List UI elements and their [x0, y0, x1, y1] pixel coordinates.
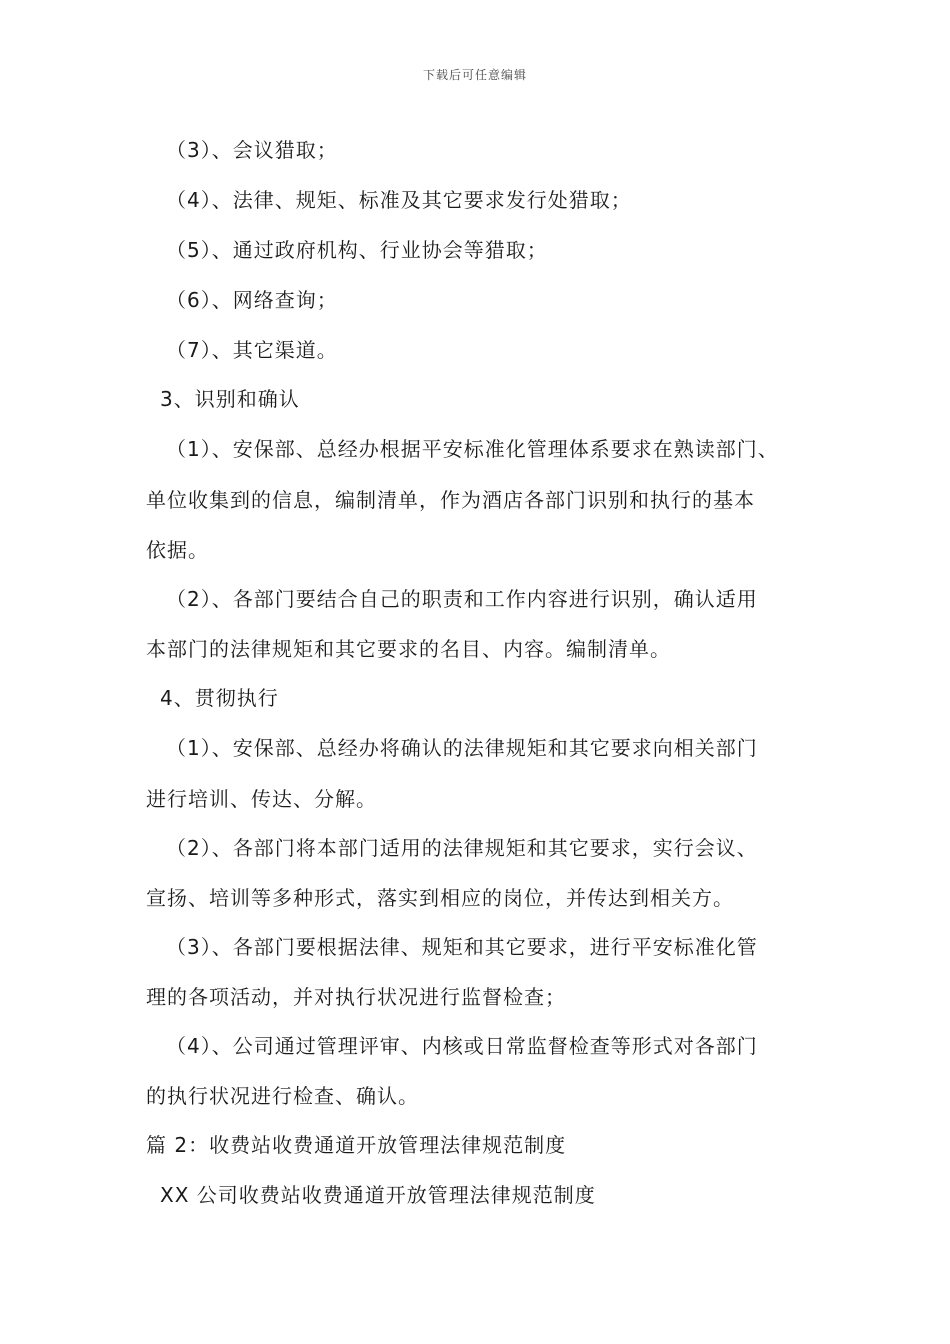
item-2-execute-line2: 宣扬、培训等多种形式，落实到相应的岗位，并传达到相关方。 — [146, 886, 734, 910]
item-7-sources: （7）、其它渠道。 — [166, 338, 338, 362]
item-3-execute-line2: 理的各项活动，并对执行状况进行监督检查； — [146, 985, 566, 1009]
item-2-identify-line2: 本部门的法律规矩和其它要求的名目、内容。编制清单。 — [146, 637, 671, 661]
item-1-execute-line2: 进行培训、传达、分解。 — [146, 787, 377, 811]
item-1-execute-line1: （1）、安保部、总经办将确认的法律规矩和其它要求向相关部门 — [166, 736, 758, 760]
document-title: XX 公司收费站收费通道开放管理法律规范制度 — [160, 1183, 596, 1207]
item-4-execute-line2: 的执行状况进行检查、确认。 — [146, 1084, 419, 1108]
section-3-heading: 3、识别和确认 — [160, 387, 300, 411]
item-2-identify-line1: （2）、各部门要结合自己的职责和工作内容进行识别，确认适用 — [166, 587, 758, 611]
item-1-identify-line2: 单位收集到的信息，编制清单，作为酒店各部门识别和执行的基本 — [146, 488, 755, 512]
page-header: 下载后可任意编辑 — [422, 68, 527, 82]
item-3-sources: （3）、会议猎取； — [166, 138, 338, 162]
section-4-heading: 4、贯彻执行 — [160, 686, 279, 710]
item-1-identify-line1: （1）、安保部、总经办根据平安标准化管理体系要求在熟读部门、 — [166, 437, 779, 461]
item-6-sources: （6）、网络查询； — [166, 288, 338, 312]
chapter-2-title: 篇 2：收费站收费通道开放管理法律规范制度 — [146, 1133, 567, 1157]
item-5-sources: （5）、通过政府机构、行业协会等猎取； — [166, 238, 548, 262]
item-4-execute-line1: （4）、公司通过管理评审、内核或日常监督检查等形式对各部门 — [166, 1034, 758, 1058]
item-2-execute-line1: （2）、各部门将本部门适用的法律规矩和其它要求，实行会议、 — [166, 836, 758, 860]
item-1-identify-line3: 依据。 — [146, 538, 209, 562]
item-3-execute-line1: （3）、各部门要根据法律、规矩和其它要求，进行平安标准化管 — [166, 935, 758, 959]
item-4-sources: （4）、法律、规矩、标准及其它要求发行处猎取； — [166, 188, 632, 212]
